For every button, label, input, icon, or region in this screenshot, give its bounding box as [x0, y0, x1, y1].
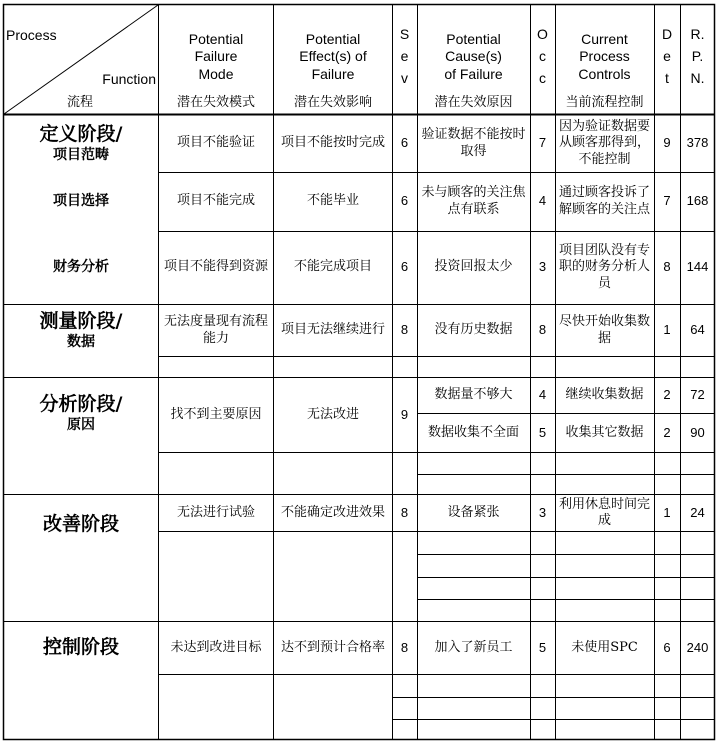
- r7-effect: 达不到预计合格率: [280, 639, 385, 655]
- r7-mode: 未达到改进目标: [170, 639, 262, 655]
- header-occ-o: O: [537, 26, 548, 43]
- r1-control: 因为验证数据要从顾客那得到，不能控制: [558, 119, 650, 167]
- r2-sev: 6: [400, 193, 409, 209]
- r3-control: 项目团队没有专职的财务分析人员: [558, 243, 650, 291]
- header-causes: Potential Cause(s) of Failure: [444, 30, 503, 82]
- r6-occ: 3: [538, 504, 547, 520]
- header-rpn: [680, 24, 715, 90]
- r4-cause: 没有历史数据: [434, 322, 513, 338]
- r5b-control: 收集其它数据: [565, 424, 644, 440]
- header-failure-mode-cn: 潜在失效模式: [176, 94, 255, 110]
- r7-rpn: 240: [686, 639, 709, 655]
- r2-effect: 不能毕业: [306, 193, 359, 209]
- r5a-cause: 数据量不够大: [434, 387, 513, 403]
- header-causes-cn: 潜在失效原因: [434, 94, 513, 110]
- header-process-cn: 流程: [66, 94, 93, 110]
- r3-occ: 3: [538, 259, 547, 275]
- r2-det: 7: [663, 193, 671, 209]
- r5b-occ: 5: [538, 424, 547, 440]
- r7-cause: 加入了新员工: [434, 639, 513, 655]
- stage-analyze-title: 分析阶段/: [39, 393, 123, 416]
- header-occ-c2: c: [539, 69, 546, 86]
- header-sev-s: S: [399, 26, 410, 43]
- r5a-det: 2: [663, 387, 671, 403]
- header-effects-cn: 潜在失效影响: [293, 94, 372, 110]
- header-det-d: D: [661, 26, 673, 43]
- r6-sev: 8: [400, 504, 409, 520]
- header-rpn-n: N.: [690, 69, 705, 86]
- r4-det: 1: [663, 322, 671, 338]
- r1-occ: 7: [538, 135, 547, 151]
- r1-det: 9: [663, 135, 671, 151]
- header-rpn-r: R.: [690, 26, 705, 43]
- r7-det: 6: [663, 639, 671, 655]
- r2-rpn: 168: [686, 193, 709, 209]
- r7-sev: 8: [400, 639, 409, 655]
- stage-finance: 财务分析: [53, 259, 109, 276]
- r6-rpn: 24: [690, 504, 705, 520]
- r4-effect: 项目无法继续进行: [280, 322, 385, 338]
- header-controls-cn: 当前流程控制: [565, 94, 644, 110]
- r1-effect: 项目不能按时完成: [280, 135, 385, 151]
- r4-occ: 8: [538, 322, 547, 338]
- r6-effect: 不能确定改进效果: [280, 504, 385, 520]
- r4-rpn: 64: [690, 322, 705, 338]
- stage-analyze-sub: 原因: [67, 417, 95, 434]
- header-occ: [530, 24, 555, 90]
- stage-define: [4, 118, 158, 170]
- stage-define-sub: 项目范畴: [53, 147, 109, 164]
- header-controls: Current Process Controls: [578, 30, 631, 82]
- r3-mode: 项目不能得到资源: [163, 259, 268, 275]
- stage-measure-sub: 数据: [67, 334, 95, 351]
- r5b-det: 2: [663, 424, 671, 440]
- r3-effect: 不能完成项目: [293, 259, 372, 275]
- r5a-rpn: 72: [690, 387, 705, 403]
- r2-cause: 未与顾客的关注焦点有联系: [421, 185, 526, 217]
- stage-measure-title: 测量阶段/: [39, 310, 123, 333]
- stage-analyze: [4, 388, 158, 440]
- r5b-cause: 数据收集不全面: [427, 424, 519, 440]
- stage-define-title: 定义阶段/: [39, 123, 123, 146]
- header-failure-mode: Potential Failure Mode: [188, 30, 244, 82]
- r1-cause: 验证数据不能按时取得: [421, 127, 526, 159]
- r4-sev: 8: [400, 322, 409, 338]
- r2-control: 通过顾客投诉了解顾客的关注点: [558, 185, 650, 217]
- r5-effect: 无法改进: [306, 406, 359, 422]
- r6-control: 利用休息时间完成: [559, 496, 651, 528]
- r6-mode: 无法进行试验: [176, 504, 255, 520]
- header-effects: Potential Effect(s) of Failure: [299, 30, 367, 82]
- stage-control: 控制阶段: [42, 636, 119, 659]
- r1-mode: 项目不能验证: [176, 135, 255, 151]
- r7-control: 未使用SPC: [571, 639, 638, 655]
- header-occ-c1: c: [539, 48, 546, 65]
- r5-sev: 9: [400, 406, 409, 422]
- r3-sev: 6: [400, 259, 409, 275]
- header-function: Function: [102, 71, 156, 88]
- stage-improve: 改善阶段: [42, 513, 119, 536]
- r5a-control: 继续收集数据: [565, 387, 644, 403]
- r6-det: 1: [663, 504, 671, 520]
- r2-mode: 项目不能完成: [176, 193, 255, 209]
- r4-control: 尽快开始收集数据: [558, 314, 650, 346]
- r5-mode: 找不到主要原因: [170, 406, 262, 422]
- header-sev-e: e: [400, 48, 409, 65]
- r4-mode: 无法度量现有流程能力: [163, 314, 268, 346]
- r3-det: 8: [663, 259, 671, 275]
- r2-occ: 4: [538, 193, 547, 209]
- r7-occ: 5: [538, 639, 547, 655]
- r3-cause: 投资回报太少: [434, 259, 513, 275]
- r1-rpn: 378: [686, 135, 709, 151]
- stage-measure: [4, 305, 158, 357]
- r3-rpn: 144: [686, 259, 709, 275]
- r1-sev: 6: [400, 135, 409, 151]
- header-det-t: t: [665, 69, 669, 86]
- r5b-rpn: 90: [690, 424, 705, 440]
- r6-cause: 设备紧张: [447, 504, 500, 520]
- header-rpn-p: P.: [691, 48, 704, 65]
- header-process: Process: [6, 27, 57, 44]
- r5a-occ: 4: [538, 387, 547, 403]
- header-det-e: e: [663, 48, 671, 65]
- header-sev-v: v: [401, 69, 408, 86]
- header-sev: [392, 24, 417, 90]
- header-det: [654, 24, 680, 90]
- stage-select: 项目选择: [53, 192, 109, 209]
